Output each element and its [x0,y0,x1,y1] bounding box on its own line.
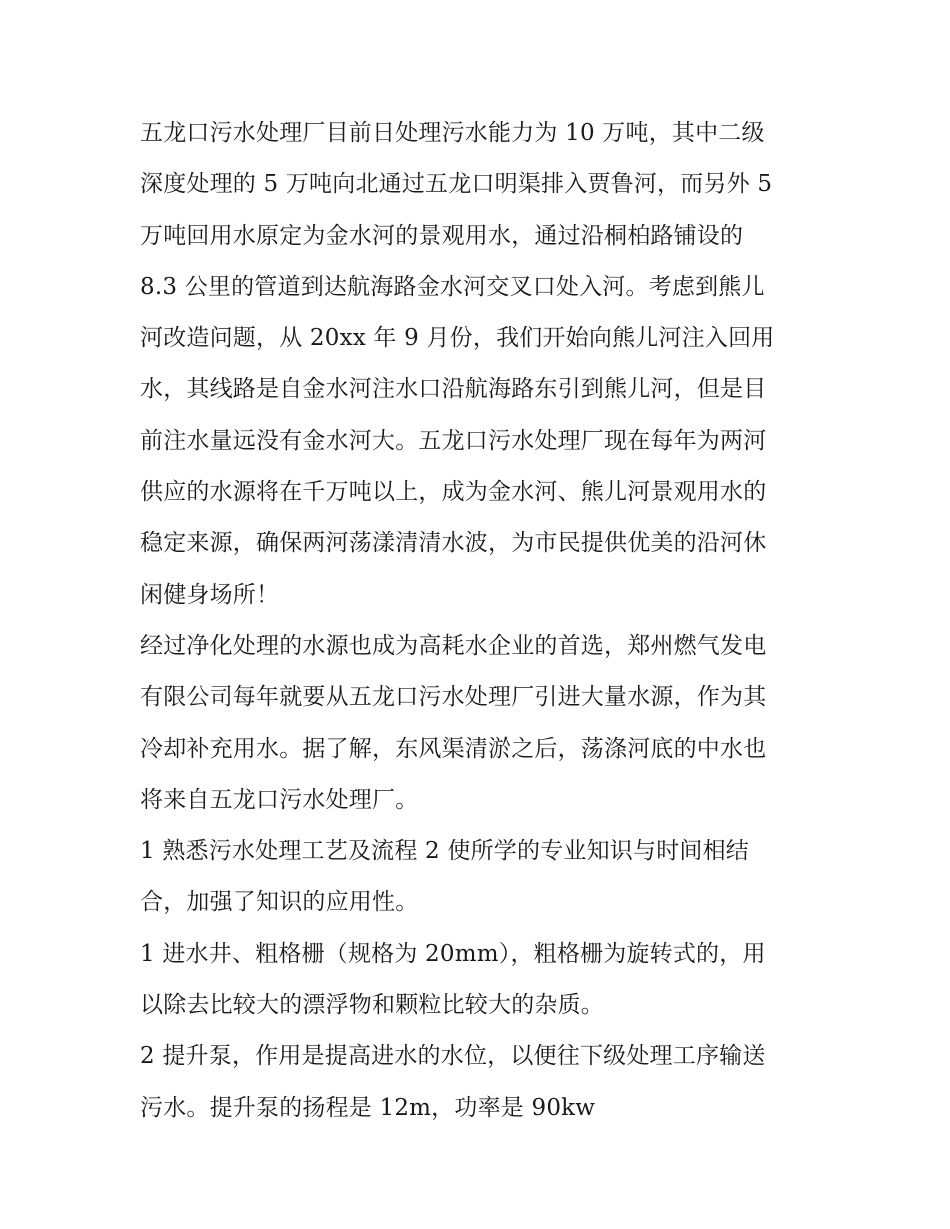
text-line: 污水。提升泵的扬程是 12m，功率是 90kw [140,1094,596,1121]
text-line: 前注水量远没有金水河大。五龙口污水处理厂现在每年为两河 [140,427,767,454]
paragraph-lift-pump [140,1031,820,1134]
text-line: 供应的水源将在千万吨以上，成为金水河、熊儿河景观用水的 [140,479,767,506]
text-line: 有限公司每年就要从五龙口污水处理厂引进大量水源，作为其 [140,684,767,711]
text-line: 8.3 公里的管道到达航海路金水河交叉口处入河。考虑到熊儿 [140,273,765,300]
text-line: 深度处理的 5 万吨向北通过五龙口明渠排入贾鲁河，而另外 5 [140,171,773,198]
text-line: 万吨回用水原定为金水河的景观用水，通过沿桐柏路铺设的 [140,222,744,249]
text-line: 五龙口污水处理厂目前日处理污水能力为 10 万吨，其中二级 [140,120,765,146]
text-line: 经过净化处理的水源也成为高耗水企业的首选，郑州燃气发电 [140,632,767,659]
paragraph-wulongkou-capacity [140,108,820,621]
paragraph-inlet-screen [140,929,820,1032]
text-line: 1 进水井、粗格栅（规格为 20mm），粗格栅为旋转式的，用 [140,940,766,967]
paragraph-learning-goals [140,826,820,929]
text-line: 将来自五龙口污水处理厂。 [140,786,419,813]
text-line: 合，加强了知识的应用性。 [140,889,419,916]
document-body [140,108,820,1134]
text-line: 稳定来源，确保两河荡漾清清水波，为市民提供优美的沿河休 [140,530,767,557]
text-line: 河改造问题，从 20xx 年 9 月份，我们开始向熊儿河注入回用 [140,325,775,352]
text-line: 1 熟悉污水处理工艺及流程 2 使所学的专业知识与时间相结 [140,838,749,865]
text-line: 闲健身场所！ [140,581,280,608]
text-line: 以除去比较大的漂浮物和颗粒比较大的杂质。 [140,992,604,1019]
text-line: 水，其线路是自金水河注水口沿航海路东引到熊儿河，但是目 [140,376,767,403]
paragraph-water-reuse [140,621,820,826]
text-line: 冷却补充用水。据了解，东风渠清淤之后，荡涤河底的中水也 [140,735,767,762]
text-line: 2 提升泵，作用是提高进水的水位，以便往下级处理工序输送 [140,1043,766,1070]
